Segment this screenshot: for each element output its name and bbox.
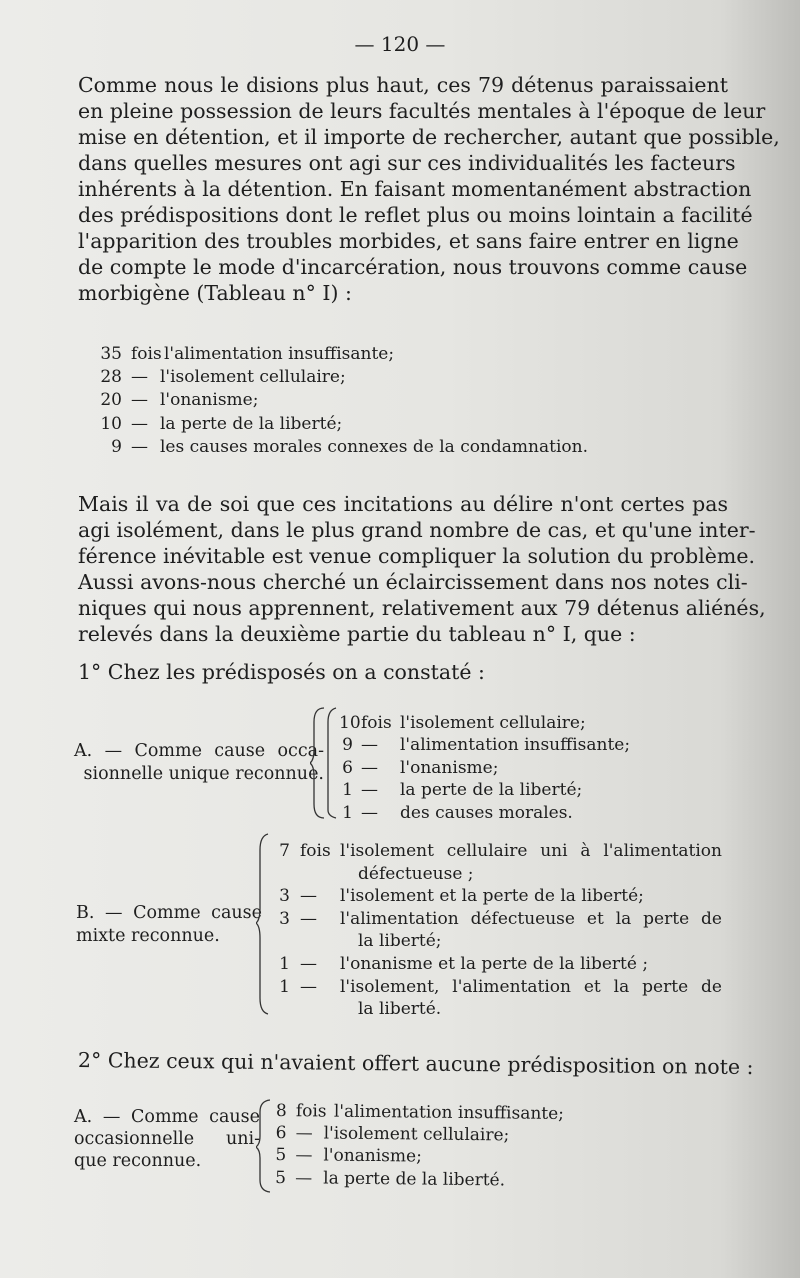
label-line: occasionnelle uni- — [74, 1129, 260, 1149]
paragraph-line: Aussi avons-nous cherché un éclaircissement dans nos notes cli- — [78, 570, 748, 594]
cause-text: l'alimentation insuffisante; — [164, 344, 395, 364]
marker: — — [300, 908, 317, 929]
group-a-items — [275, 1100, 565, 1190]
section-heading: 1° Chez les prédisposés on a constaté : — [78, 660, 485, 684]
cause-text: l'alimentation insuffisante; — [400, 735, 631, 756]
marker: — — [300, 953, 317, 974]
count: 3 — [279, 886, 290, 907]
left-brace-icon — [256, 1098, 272, 1194]
paragraph-line: niques qui nous apprennent, relativement aux 79 détenus aliénés, — [78, 596, 766, 620]
paragraph-line: relevés dans la deuxième partie du tableau n° I, que : — [78, 622, 636, 646]
label-line: B. — Comme cause — [76, 903, 262, 923]
count: 9 — [342, 735, 353, 756]
count: 10 — [100, 413, 122, 434]
marker: — — [131, 367, 148, 388]
paragraph-line: Comme nous le disions plus haut, ces 79 détenus paraissaient — [78, 73, 728, 97]
paragraph-line: l'apparition des troubles morbides, et sans faire entrer en ligne — [78, 229, 739, 253]
cause-text: les causes morales connexes de la condamnation. — [160, 436, 588, 457]
group-a-label — [74, 740, 324, 786]
cause-text: des causes morales. — [400, 802, 573, 823]
cause-text: l'onanisme; — [323, 1145, 422, 1167]
marker: — — [300, 976, 317, 997]
count: 3 — [279, 908, 290, 929]
cause-text: l'isolement cellulaire; — [160, 367, 346, 388]
marker: — — [300, 886, 317, 907]
second-paragraph — [78, 491, 766, 647]
marker: — — [295, 1123, 313, 1144]
label-line: mixte reconnue. — [76, 926, 220, 946]
cause-text: l'isolement cellulaire; — [400, 713, 586, 733]
cause-text: l'alimentation défectueuse et la perte de — [340, 908, 722, 929]
count: 1 — [342, 780, 353, 801]
cause-text: la perte de la liberté; — [160, 413, 343, 434]
marker: — — [361, 735, 378, 756]
cause-text: l'alimentation insuffisante; — [333, 1101, 565, 1125]
marker: — — [131, 413, 148, 434]
cause-text: l'onanisme; — [160, 390, 259, 411]
label-line: A. — Comme cause — [74, 1107, 260, 1127]
count: 5 — [275, 1145, 287, 1166]
count: 6 — [275, 1123, 287, 1144]
paragraph-line: inhérents à la détention. En faisant momentanément abstraction — [78, 177, 752, 201]
section-heading: 2° Chez ceux qui n'avaient offert aucune prédisposition on note : — [77, 1048, 754, 1080]
paragraph-line: de compte le mode d'incarcération, nous trouvons comme cause — [78, 255, 748, 279]
cause-text: la perte de la liberté. — [323, 1168, 506, 1190]
count: 8 — [275, 1101, 287, 1122]
intro-paragraph — [78, 72, 780, 306]
cause-text-continuation: la liberté; — [358, 931, 442, 952]
paragraph-line: des prédispositions dont le reflet plus ou moins lointain a facilité — [78, 203, 753, 227]
label-line: que reconnue. — [74, 1151, 202, 1171]
cause-text: l'isolement cellulaire; — [323, 1123, 510, 1146]
label-line: A. — Comme cause occa- — [74, 741, 324, 761]
count: 1 — [279, 953, 290, 974]
count: 10 — [339, 713, 361, 733]
cause-text: l'isolement cellulaire uni à l'alimentation — [340, 841, 722, 861]
marker: fois — [300, 841, 331, 861]
count: 6 — [342, 757, 353, 778]
count: 7 — [279, 841, 290, 861]
page-number: — 120 — — [354, 32, 446, 56]
marker: — — [361, 802, 378, 823]
count: 35 — [100, 344, 122, 364]
label-line: sionnelle unique reconnue. — [83, 764, 324, 784]
marker: — — [361, 780, 378, 801]
marker: fois — [361, 713, 392, 733]
paragraph-line: morbigène (Tableau n° I) : — [78, 281, 352, 305]
group-b-label — [76, 902, 262, 948]
paragraph-line: Mais il va de soi que ces incitations au délire n'ont certes pas — [78, 492, 728, 516]
paragraph-line: férence inévitable est venue compliquer la solution du problème. — [78, 544, 756, 568]
cause-text: l'isolement et la perte de la liberté; — [340, 886, 644, 907]
count: 20 — [100, 390, 122, 411]
marker: — — [131, 390, 148, 411]
cause-text: l'onanisme et la perte de la liberté ; — [340, 953, 649, 974]
paragraph-line: en pleine possession de leurs facultés mentales à l'époque de leur — [78, 99, 766, 123]
marker: — — [361, 757, 378, 778]
group-a-label — [74, 1106, 260, 1172]
paragraph-line: mise en détention, et il importe de rechercher, autant que possible, — [78, 125, 780, 149]
count: 28 — [100, 367, 122, 388]
left-brace-icon — [256, 832, 270, 1016]
count: 1 — [279, 976, 290, 997]
count: 1 — [342, 802, 353, 823]
marker: — — [295, 1167, 313, 1188]
count: 9 — [111, 436, 122, 457]
cause-text: l'onanisme; — [400, 757, 499, 778]
paragraph-line: agi isolément, dans le plus grand nombre de cas, et qu'une inter- — [78, 518, 756, 542]
cause-text-continuation: la liberté. — [358, 999, 442, 1020]
left-brace-icon — [324, 706, 338, 820]
marker: — — [131, 436, 148, 457]
cause-text-continuation: défectueuse ; — [358, 863, 474, 884]
cause-text: l'isolement, l'alimentation et la perte de — [340, 976, 722, 997]
marker: — — [295, 1145, 313, 1166]
cause-text: la perte de la liberté; — [400, 780, 583, 801]
marker: fois — [131, 344, 162, 364]
count: 5 — [275, 1167, 287, 1188]
paragraph-line: dans quelles mesures ont agi sur ces individualités les facteurs — [78, 151, 736, 175]
marker: fois — [295, 1101, 327, 1122]
